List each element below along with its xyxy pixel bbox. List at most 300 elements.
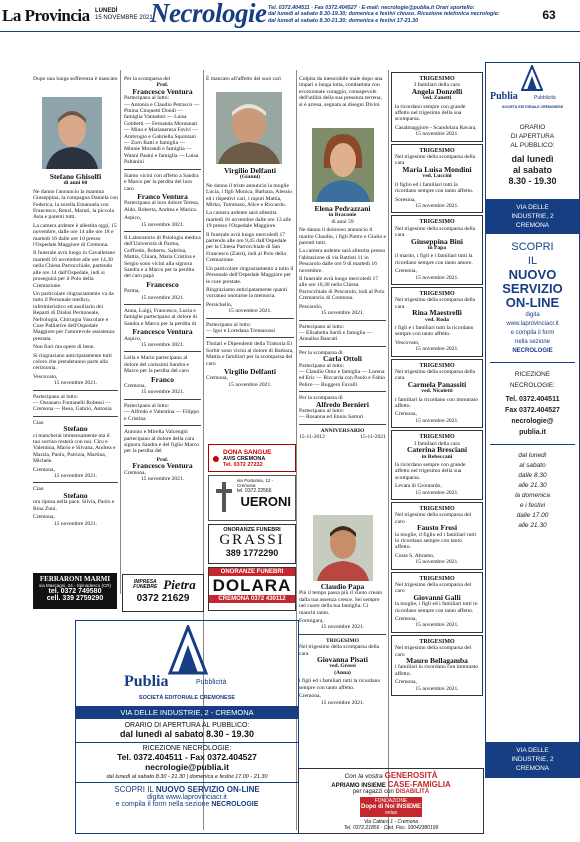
ciao-label: Ciao bbox=[33, 486, 44, 493]
publia-site-link[interactable]: www.laprovinciacr.it bbox=[165, 794, 227, 801]
notice-text: I familiari della cara bbox=[414, 82, 460, 89]
notice-intro: Per la scomparsa del bbox=[124, 76, 171, 82]
notice-text: Il Laboratorio di Psiologia medica dell'Università di Parma, Goffredo, Roberto, Sabrina, Mattia, Chiara, Maria Cristina e Sergio sono vicini alla signora Sandra e a Marco per la perdita del caro papà bbox=[124, 234, 201, 280]
trigesimo-heading: TRIGESIMO bbox=[326, 637, 359, 644]
sidebar-reception bbox=[486, 369, 579, 438]
notice-separator bbox=[124, 304, 201, 305]
publia-logo-area bbox=[76, 621, 298, 706]
ad-phone: 389 1772290 bbox=[225, 548, 279, 558]
notice-place: Costa S. Abramo, bbox=[395, 552, 435, 559]
notice-place: Cremona, bbox=[395, 411, 417, 418]
column-2 bbox=[124, 76, 201, 484]
portrait-photo-stefano bbox=[42, 97, 102, 169]
sidebar-line: IL bbox=[527, 255, 538, 267]
deceased-nickname: (Anna) bbox=[334, 669, 351, 676]
ad-phone: 0372 21629 bbox=[136, 593, 190, 604]
notice-intro: È mancato all'affetto dei suoi cari bbox=[206, 76, 281, 82]
deceased-name: Francesco Ventura bbox=[132, 327, 193, 337]
notice-title-prefix: Prof. bbox=[156, 82, 169, 89]
sidebar-line: SERVIZIO bbox=[502, 281, 563, 296]
deceased-name: Stefano Ghisolfi bbox=[49, 172, 102, 181]
ad-line: APRIAMO INSIEME bbox=[331, 783, 386, 789]
trigesimo-heading: TRIGESIMO bbox=[419, 638, 455, 645]
deceased-married-name: in Braconie bbox=[328, 212, 357, 219]
sidebar-line: dalle 17.00 bbox=[516, 512, 549, 519]
ad-dolara[interactable] bbox=[208, 567, 296, 611]
publia-address: VIA DELLE INDUSTRIE, 2 - CREMONA bbox=[76, 706, 298, 719]
notice-text: Un particolare ringraziamento va da tutto il Personale medico, infermieristico ed ausiliario dei Reparti di Dialisi Peritoneale, Nefrologia, Chirurgia Vascolare e Cure Palliative dell'Ospedale Maggiore per l'amorevole assistenza prestata. bbox=[33, 290, 115, 342]
publia-logo-icon bbox=[168, 625, 208, 675]
notice-text: Siamo vicini con affetto a Sandra e Marco per la perdita del loro caro bbox=[124, 172, 199, 192]
deceased-name: Virgilio Delfanti bbox=[223, 166, 276, 175]
notice-text: Un particolare ringraziamento a tutto il Personale dell'Ospedale Maggiore per le cure prestate. bbox=[206, 265, 294, 285]
column-3 bbox=[206, 76, 294, 84]
ad-title: Pietra bbox=[163, 577, 196, 592]
ad-phone: Tel. 0372.21856 · Cod. Fisc. 93042380199 bbox=[343, 825, 439, 831]
deceased-name: Mauro Bellagamba bbox=[406, 656, 468, 666]
notice-separator bbox=[124, 169, 201, 170]
notice-separator bbox=[206, 318, 294, 319]
deceased-married-name: ved. Zanetti bbox=[422, 95, 452, 102]
sidebar-company: SOCIETÀ EDITORIALE CREMONESE bbox=[501, 105, 564, 109]
deceased-married-name: in Rebeccani bbox=[421, 453, 453, 460]
notice-date: 15 novembre 2021. bbox=[320, 310, 365, 317]
deceased-name: Carla Ottoli bbox=[323, 354, 362, 364]
header-contact-info bbox=[268, 5, 530, 24]
notice-separator bbox=[33, 416, 118, 417]
ad-grassi[interactable] bbox=[208, 524, 296, 564]
sidebar-line: alle 21.30 bbox=[518, 482, 547, 489]
anniversary-date-start: 15-11-2012 bbox=[299, 434, 325, 441]
portrait-photo-claudio bbox=[313, 515, 373, 581]
notice-intro: Per la scomparsa di bbox=[299, 395, 343, 402]
notice-text: la moglie, il figlio ed i familiari tutti lo ricordano sempre con tanto affetto. bbox=[395, 531, 477, 551]
column-5 bbox=[391, 72, 483, 698]
notice-separator bbox=[299, 346, 386, 347]
notice-date: 15 novembre 2021. bbox=[415, 489, 459, 496]
partecipano-title: Partecipano al lutto: bbox=[299, 407, 345, 414]
notice-date: 15 novembre 2021. bbox=[140, 342, 185, 349]
ad-impresa-pietra[interactable] bbox=[122, 574, 204, 612]
sidebar-line: dalle 8.30 bbox=[518, 472, 547, 479]
notice-text: Nel trigesimo della scomparsa del caro bbox=[395, 512, 472, 525]
deceased-name: Francesco Ventura bbox=[132, 86, 193, 96]
ad-subtitle: AVIS CREMONA bbox=[223, 455, 266, 462]
header-day: LUNEDÌ bbox=[95, 8, 118, 14]
trigesimo-heading: TRIGESIMO bbox=[419, 76, 455, 82]
notice-date: 15 novembre 2021. bbox=[140, 221, 185, 228]
ad-phone: CREMONA 0372 430112 bbox=[209, 595, 295, 603]
notice-separator bbox=[299, 320, 386, 321]
notice-text: La camera ardente è allestita oggi, 15 novembre, dalle ore 14 alle ore 18 e martedì 16 dalle ore 10 presso l'Ospedale Maggiore di Cremona. bbox=[33, 222, 117, 249]
notice-separator bbox=[124, 231, 201, 232]
trigesimo-notice bbox=[391, 287, 483, 357]
publia-recv-hours: dal lunedì al sabato 8.30 - 21.30 | domenica e festivi 17.00 - 21.30 bbox=[106, 774, 268, 780]
sidebar-line: VIA DELLE bbox=[516, 747, 549, 754]
notice-place: Cremona, bbox=[33, 466, 55, 473]
sidebar-email[interactable]: publia.it bbox=[519, 429, 546, 436]
partecipano-list: — Claudio Omo e famiglia — Lorena ed Eric — Riccarda con Paolo e Fabio Pelice — Ruggero Favalli bbox=[299, 368, 385, 388]
anniversary-heading: ANNIVERSARIO bbox=[320, 427, 365, 434]
trigesimo-notice bbox=[391, 572, 483, 633]
trigesimo-heading: TRIGESIMO bbox=[419, 505, 455, 512]
deceased-name: Franco bbox=[151, 374, 174, 384]
deceased-name: Giuseppina Bini bbox=[411, 236, 463, 246]
publia-site-prefix: digita bbox=[147, 794, 164, 801]
notice-date: 15 novembre 2021. bbox=[228, 308, 272, 315]
ad-subtitle: IMPRESA FUNEBRE bbox=[133, 579, 158, 590]
sidebar-line: 8.30 - 19.30 bbox=[508, 176, 557, 186]
notice-place: Formigara, bbox=[299, 618, 324, 625]
sidebar-line: e i festivi bbox=[519, 502, 546, 509]
sidebar-online bbox=[486, 240, 579, 356]
ciao-text: ci mancherai immensamente ma il tuo sorriso resterà con noi. Ciro e Valentina, Mario e Silvana, Andrea e Marzia, Paolo, Patrizia, Martina, Michele. bbox=[33, 432, 116, 465]
sidebar-line: CREMONA bbox=[515, 765, 550, 772]
anniversary-dates bbox=[299, 434, 386, 440]
sidebar-logo bbox=[486, 63, 579, 113]
deceased-married-name: in Papa bbox=[427, 244, 447, 251]
notice-place: Parma, bbox=[124, 288, 140, 295]
trigesimo-notice bbox=[391, 430, 483, 500]
notice-text: Più il tempo passa più il vuoto creato dalla tua assenza cresce. Sei sempre nel cuore della tua famiglia. Ci manchi tanto. bbox=[299, 590, 383, 616]
column-1 bbox=[33, 76, 118, 84]
column-1-body bbox=[33, 174, 118, 529]
notice-separator bbox=[299, 391, 386, 392]
deceased-nickname: (Gianni) bbox=[239, 174, 261, 181]
trigesimo-notice bbox=[391, 635, 483, 696]
trigesimo-heading: TRIGESIMO bbox=[419, 434, 455, 441]
notice-date: 15 novembre 2021. bbox=[228, 381, 272, 388]
partecipano-list: — Antonia e Claudio Petracco — Pinina Cinquetti Dondi — famiglia Vantadori — Luisa Gobbetti — Fernanda Montanari — Mino e Marianeresa Faviri — Ambrogio e Gabriella Squintani — Zorn Ratti e famiglia — Minnie Morandi e famiglia — Wanni Pasini e famiglia — Luisa Paltanini bbox=[124, 101, 200, 166]
notice-separator bbox=[33, 482, 118, 483]
ad-highlight: GENEROSITÀ bbox=[384, 771, 438, 780]
sidebar-line: RICEZIONE bbox=[514, 371, 551, 378]
header-date bbox=[95, 8, 153, 21]
partecipano-title: Partecipano al lutto: bbox=[299, 362, 345, 369]
deceased-name: Claudio Papa bbox=[320, 582, 365, 591]
ad-ferraroni-marmi[interactable] bbox=[33, 573, 117, 609]
notice-place: Aspico, bbox=[124, 215, 142, 222]
sidebar-line: INDUSTRIE, 2 bbox=[511, 213, 554, 220]
notice-date: 15 novembre 2021. bbox=[53, 473, 98, 480]
ad-title: UERONI bbox=[240, 494, 291, 509]
deceased-name: Giovanna Pisati bbox=[316, 655, 369, 665]
portrait-image bbox=[313, 515, 373, 581]
header-info-line: Tel. 0372.404511 · Fax 0372.404527 · E-mail: necrologie@publia.it Orari sportello: bbox=[268, 5, 475, 11]
ad-title: DONA SANGUE bbox=[223, 448, 272, 456]
notice-date: 15 novembre 2021. bbox=[415, 685, 459, 692]
notice-place: Cremona, bbox=[395, 679, 417, 686]
notice-place: Cremona, bbox=[124, 469, 146, 476]
ciao-label: Ciao bbox=[33, 419, 44, 426]
sidebar-hours bbox=[486, 123, 579, 187]
notice-place: Soresina, bbox=[395, 196, 416, 203]
partecipano-title: Partecipano al lutto: bbox=[206, 321, 252, 328]
notice-text: Il funerale avrà luogo in Cavalletano martedì 16 novembre alle ore 14,30 nella Chiesa Parrocchiale, partendo alle ore 14 dall'Ospedale, indi si proseguirà per il Polo della Cremazione. bbox=[33, 250, 116, 289]
deceased-married-name: ved. Luccini bbox=[422, 173, 452, 180]
notice-place: Pescarolo, bbox=[299, 303, 323, 310]
sidebar-line: DI APERTURA bbox=[510, 133, 555, 140]
ciao-text: ora riposa nella pace. Silvia, Paolo e Rina Zoni. bbox=[33, 499, 115, 512]
notice-text: Il funerale avrà luogo mercoledì 17 alle ore 10,30 nella Chiesa Parrocchiale di Pescarolo, indi al Polo Crematorio di Cremona. bbox=[299, 276, 385, 302]
notice-text: La camera ardente sarà allestita presso l'abitazione di via Battisti 11 in Pescarolo dalle ore 9 di martedì 16 novembre. bbox=[299, 248, 386, 274]
sidebar-line: dal lunedì bbox=[518, 452, 547, 459]
notice-text: i familiari lo ricordano con immutato affetto. bbox=[395, 664, 479, 677]
partecipano-list: — Elisabetta Sardi e famiglia — Annalisa Bancati bbox=[299, 329, 373, 343]
cross-icon bbox=[215, 482, 233, 512]
sidebar-line: AL PUBBLICO: bbox=[510, 142, 555, 149]
deceased-married-name: ved. Grossi bbox=[329, 663, 356, 670]
header-info-line: dal lunedì al sabato 8.30-21.30; domenica e festivi 17-21.30 bbox=[268, 17, 419, 24]
ad-subtitle: ONORANZE FUNEBRI bbox=[209, 568, 295, 576]
notice-text: Si ringraziano anticipatamente tutti coloro che prenderanno parte alla cerimonia. bbox=[33, 352, 112, 372]
notice-text: Partecipano al loro dolore Teresa, Aldo, Roberta, Andrea e Marica. bbox=[124, 200, 200, 213]
ad-dopo-di-noi[interactable] bbox=[298, 768, 484, 834]
sidebar-line: al sabato bbox=[512, 165, 552, 175]
sidebar-line: digita bbox=[525, 312, 540, 318]
publia-hours: dal lunedì al sabato 8.30 - 19.30 bbox=[119, 729, 255, 739]
sidebar-line: NECROLOGIE: bbox=[509, 382, 556, 389]
anniversary-date-end: 15-11-2021 bbox=[360, 434, 386, 441]
header-rule bbox=[0, 31, 580, 32]
trigesimo-notice bbox=[391, 502, 483, 570]
column-4 bbox=[299, 76, 386, 110]
notice-text: La camera ardente sarà allestita martedì 16 novembre dalle ore 13 alle 19 presso l'Ospedale Maggiore. bbox=[206, 210, 292, 230]
sidebar-line: CREMONA bbox=[515, 222, 550, 229]
notice-title-prefix: Prof. bbox=[156, 456, 169, 463]
sidebar-line: e compila il form bbox=[510, 330, 555, 336]
deceased-name: Virgilio Delfanti bbox=[223, 366, 276, 376]
trigesimo-heading: TRIGESIMO bbox=[419, 290, 455, 297]
notice-text: i familiari la ricordano con immutato affetto. bbox=[395, 396, 478, 410]
publia-online: NUOVO SERVIZIO ON-LINE bbox=[155, 785, 260, 794]
publia-sidebar bbox=[485, 62, 580, 778]
publia-logo-icon bbox=[521, 65, 543, 91]
sidebar-line: INDUSTRIE, 2 bbox=[511, 756, 554, 763]
notice-text: Ringraziamo anticipatamente quanti vorranno onorarne la memoria. bbox=[206, 286, 288, 300]
sidebar-line: SCOPRI bbox=[511, 241, 554, 253]
deceased-name: Fausto Frosi bbox=[416, 523, 458, 533]
deceased-name: Elena Pedrazzani bbox=[314, 204, 371, 213]
notice-text: i figli ed i familiari tutti la ricordano sempre con tanto affetto. bbox=[299, 678, 381, 691]
page-number: 63 bbox=[542, 8, 556, 22]
notice-text: Ne danno l'annuncio la mamma Giuseppina, la compagna Daniela con Federica, la sorella Emanuela con Francesco, Renzi, Maruti, la piccola Asia e parenti tutti. bbox=[33, 188, 118, 221]
notice-text: Il funerale avrà luogo mercoledì 17 partendo alle ore 9,45 dall'Ospedale per la Chiesa Parrocchiale di San Francesco (Zaist), indi al Polo della Cremazione. bbox=[206, 231, 287, 264]
deceased-married-name: ved. Nicoletti bbox=[421, 388, 453, 395]
partecipano-title: Partecipano al lutto: bbox=[299, 323, 345, 330]
notice-separator bbox=[206, 337, 294, 338]
trigesimo-notice bbox=[391, 215, 483, 285]
ad-address: Via Cattaro 1 - Cremona bbox=[363, 819, 419, 825]
column-4-bottom bbox=[299, 584, 386, 708]
notice-intro: Dopo una lunga sofferenza è mancato bbox=[33, 76, 118, 82]
sidebar-address bbox=[486, 199, 579, 234]
sidebar-line: alle 21.30 bbox=[518, 522, 547, 529]
ad-dona-sangue[interactable] bbox=[208, 444, 296, 472]
notice-date: 15 novembre 2021. bbox=[140, 475, 185, 482]
notice-text: Ne danno il doloroso annuncio il marito Claudio, i figli Pietro e Giulio e parenti tutti. bbox=[299, 227, 387, 247]
notice-date: 15 novembre 2021. bbox=[415, 622, 459, 629]
ad-phone: Tel. 0372 27232 bbox=[223, 461, 263, 468]
trigesimo-heading: TRIGESIMO bbox=[419, 362, 455, 369]
notice-text: Nel trigesimo della scomparsa del caro bbox=[395, 645, 472, 658]
sidebar-line: nella sezione bbox=[514, 339, 551, 345]
ad-ueroni[interactable] bbox=[208, 475, 296, 521]
notice-text: Lella e Mario partecipano al dolore del carissimi Sandra e Marco per la perdita del caro bbox=[124, 355, 189, 375]
sidebar-line: Fax 0372.404527 bbox=[505, 407, 560, 414]
notice-separator bbox=[124, 351, 201, 352]
notice-date: 15 novembre 2021. bbox=[140, 294, 185, 301]
publia-hours-title: ORARIO DI APERTURA AL PUBBLICO: bbox=[124, 722, 250, 729]
portrait-image bbox=[312, 128, 374, 202]
header-full-date: 15 NOVEMBRE 2021 bbox=[95, 14, 153, 21]
publia-brand-sub: Pubblicità bbox=[196, 679, 227, 686]
portrait-photo-elena bbox=[312, 128, 374, 202]
ciao-name: Stefano bbox=[63, 424, 88, 434]
ad-phone: tel. 0372.22566 bbox=[237, 488, 272, 494]
notice-separator bbox=[299, 424, 386, 425]
sidebar-line: NUOVO bbox=[508, 267, 557, 282]
sidebar-brand-sub: Pubblicità bbox=[534, 95, 556, 101]
trigesimo-notice bbox=[391, 144, 483, 214]
partecipano-title: Partecipano al lutto: bbox=[124, 402, 170, 409]
notice-text: Nel trigesimo della scomparsa del caro bbox=[395, 582, 472, 595]
notice-date: 15 novembre 2021. bbox=[415, 346, 459, 353]
notice-intro: Per la scomparsa di bbox=[299, 349, 343, 356]
blood-drop-icon: ● bbox=[211, 450, 221, 466]
ad-subtitle: ONORANZE FUNEBRI bbox=[223, 527, 281, 533]
notice-place: Vescovato, bbox=[395, 339, 420, 346]
deceased-married-name: ved. Roda bbox=[425, 316, 449, 323]
ad-publia-bottom[interactable] bbox=[75, 620, 299, 834]
notice-place: Cremona, bbox=[395, 268, 417, 275]
sidebar-line: Tel. 0372.404511 bbox=[505, 396, 560, 403]
notice-date: 15 novembre 2021. bbox=[320, 624, 365, 631]
trigesimo-notice bbox=[391, 72, 483, 142]
fondazione-sub: onlus bbox=[385, 810, 397, 816]
section-title: Necrologie bbox=[150, 0, 267, 28]
portrait-image bbox=[42, 97, 102, 169]
notice-date: 15 novembre 2021. bbox=[53, 520, 98, 527]
deceased-name: Carmela Panassiti bbox=[407, 379, 467, 389]
notice-date: 15 novembre 2021. bbox=[415, 202, 459, 209]
ad-line: Con la vostra bbox=[344, 773, 383, 780]
deceased-name: Alfredo Bernieri bbox=[316, 399, 369, 409]
partecipano-title: Partecipano al lutto: bbox=[33, 393, 79, 400]
notice-text: la moglie, i figli ed i familiari tutti lo ricordano sempre con tanto affetto. bbox=[395, 601, 478, 614]
ad-address: via Postumia, 12 - Cremona bbox=[237, 478, 274, 488]
fondazione-name: Dopo di Noi INSIEME bbox=[361, 804, 421, 810]
notice-place: Cremona, bbox=[299, 693, 321, 700]
notice-date: 15 novembre 2021. bbox=[415, 559, 459, 566]
notice-place: Aspico, bbox=[124, 335, 142, 342]
sidebar-line: ORARIO bbox=[519, 124, 546, 131]
notice-text: Non fiori ma opere di bene. bbox=[33, 344, 95, 351]
ad-title: DOLARA bbox=[212, 576, 292, 595]
sidebar-line: dal lunedì bbox=[511, 154, 554, 164]
notice-text: Anna, Luigi, Francesco, Lucia e famiglie partecipano al dolore di Sandra e Marco per la perdita di bbox=[124, 308, 198, 327]
sidebar-site-link[interactable]: www.laprovinciacr.it bbox=[506, 321, 559, 327]
notice-date: 15 novembre 2021. bbox=[320, 699, 365, 706]
trigesimo-heading: TRIGESIMO bbox=[419, 219, 455, 226]
ad-title: FERRARONI MARMI bbox=[39, 575, 111, 583]
ad-title: GRASSI bbox=[219, 532, 285, 548]
sidebar-line: VIA DELLE bbox=[516, 204, 549, 211]
notice-separator bbox=[124, 399, 201, 400]
deceased-name: Caterina Bresciani bbox=[406, 445, 468, 455]
column-divider bbox=[120, 70, 121, 594]
notice-text: il figlio ed i familiari tutti la ricordano sempre con tanto affetto. bbox=[395, 181, 474, 195]
notice-place: Vescovato, bbox=[33, 373, 58, 380]
sidebar-line: NECROLOGIE bbox=[512, 348, 553, 354]
notice-text: la ricordano sempre con grande affetto nel trigesimo della sua scomparsa. bbox=[395, 103, 466, 123]
notice-date: 15 novembre 2021. bbox=[415, 417, 459, 424]
deceased-name: Angela Donzelli bbox=[411, 86, 463, 96]
notice-place: Cremona, bbox=[33, 514, 55, 521]
deceased-age: di anni 60 bbox=[63, 180, 88, 187]
sidebar-brand: Publia bbox=[490, 91, 518, 102]
notice-date: 15 novembre 2021. bbox=[140, 389, 185, 396]
sidebar-line: la domenica bbox=[514, 492, 551, 499]
column-divider bbox=[388, 70, 389, 830]
trigesimo-heading: TRIGESIMO bbox=[419, 575, 455, 582]
column-3-body bbox=[206, 168, 294, 390]
ad-phone: tel. 0372 749580 bbox=[48, 588, 102, 595]
notice-text: Nel trigesimo della scomparsa della cara bbox=[395, 154, 476, 167]
partecipano-list: — Ossanaro Fontanelli Robessi — Cremona — Resa, Gabrio, Antonia bbox=[33, 400, 112, 413]
trigesimo-heading: TRIGESIMO bbox=[419, 147, 455, 154]
deceased-name: Rina Maestrelli bbox=[412, 308, 462, 318]
notice-text: I familiari della cara bbox=[414, 440, 460, 447]
sidebar-email[interactable]: necrologie@ bbox=[511, 418, 554, 425]
notice-text: Nel trigesimo della scomparsa della cara bbox=[299, 644, 380, 657]
ciao-name: Stefano bbox=[63, 490, 88, 500]
ad-highlight: DISABILITÀ bbox=[395, 789, 430, 795]
sidebar-line: al sabato bbox=[519, 462, 546, 469]
publia-email[interactable]: necrologie@publia.it bbox=[145, 762, 229, 772]
notice-place: Cremona, bbox=[395, 616, 417, 623]
notice-place: Levata di Grontardo, bbox=[395, 483, 442, 490]
notice-intro: Colpita da inesorabile male dopo una impari e lunga lotta, combattuta con eccezionale coraggio, consapevole dell'utilità della sua presenza terrena, si è arresa, segnata ai disegni Divini bbox=[299, 76, 383, 108]
partecipano-list: — Alfredo e Valentina — Filippo e Cristina bbox=[124, 409, 199, 422]
notice-date: 15 novembre 2021. bbox=[415, 274, 459, 281]
ad-address: via Mascagni, 24 - Spinadesco (CR) bbox=[38, 583, 112, 588]
portrait-photo-virgilio bbox=[216, 92, 282, 164]
publia-recv-title: RICEZIONE NECROLOGIE: bbox=[142, 745, 232, 752]
publia-site-section: NECROLOGIE bbox=[211, 801, 259, 808]
notice-text: Nel trigesimo della scomparsa della cara bbox=[395, 369, 476, 382]
notice-text: Antonio e Mirella Valcenghi partecipano al dolore della cara signora Sandra e del figlio Marco per la perdita del bbox=[124, 429, 200, 455]
partecipano-title: Partecipano al lutto: bbox=[124, 95, 170, 102]
deceased-name: Francesco Ventura bbox=[132, 461, 193, 471]
publia-phones: Tel. 0372.404511 - Fax 0372.404527 bbox=[117, 752, 257, 762]
notice-date: 15 novembre 2021. bbox=[415, 131, 459, 138]
sidebar-reception-hours bbox=[486, 451, 579, 531]
ad-highlight: CASE-FAMIGLIA bbox=[387, 780, 451, 789]
notice-text: Nel trigesimo della scomparsa della cara bbox=[395, 225, 476, 239]
notice-text: Nel trigesimo della scomparsa della cara bbox=[395, 297, 476, 310]
notice-text: i figli e i familiari tutti la ricordano sempre con tanto affetto. bbox=[395, 325, 474, 338]
column-4-body bbox=[299, 206, 386, 441]
notice-text: il marito, i figli e i familiari tutti la ricordano sempre con tanto amore. bbox=[395, 253, 473, 266]
ad-line: per ragazzi con bbox=[352, 789, 394, 795]
notice-place: Casalmaggiore - Scandolara Ravara, bbox=[395, 124, 477, 131]
publia-brand: Publia bbox=[124, 673, 169, 690]
fondazione-logo bbox=[360, 797, 422, 817]
fondazione-label: FONDAZIONE bbox=[374, 798, 408, 804]
sidebar-line: ON-LINE bbox=[505, 295, 560, 310]
ad-cell: cell. 339 2759290 bbox=[46, 595, 104, 602]
